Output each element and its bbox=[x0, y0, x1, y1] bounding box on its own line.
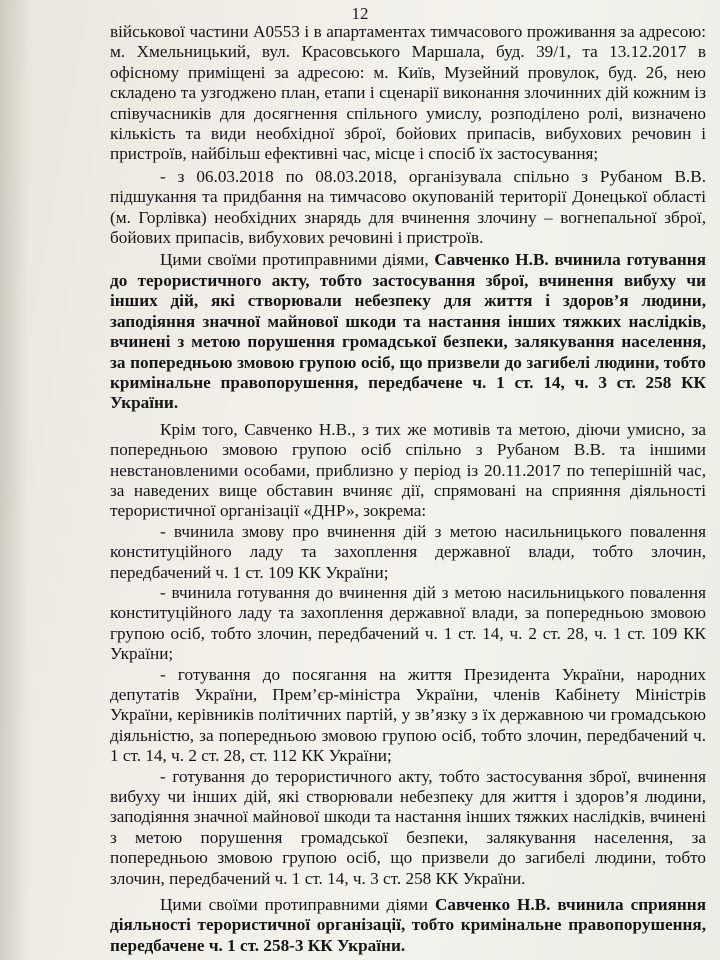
summary-bold: Савченко Н.В. вчинила сприяння діяльності терористичної організації, тобто кримінальне правопорушення, передбачене ч. 1 ст. 258-3 КК України. bbox=[110, 895, 706, 955]
paragraph-continuation: військової частини А0553 і в апартаментах тимчасового проживання за адресою: м. Хмельницький, вул. Красовського Маршала, буд. 39/1, та 13.12.2017 в офісному приміщені за адресою: м. Київ, Музейний провулок, буд. 2б, нею складено та узгоджено план, етапи і сценарії виконання злочинних дій кожним із співучасників для досягнення спільного умислу, розподілено ролі, визначено кількість та види необхідної зброї, бойових припасів, вибухових речовин і пристроїв, найбільш ефективні час, місце і спосіб їх застосування; bbox=[110, 22, 706, 164]
paragraph-summary-assistance bbox=[110, 895, 706, 956]
list-item-conspiracy: - вчинила змову про вчинення дій з метою насильницького повалення конституційного ладу та захоплення державної влади, тобто злочин, передбачений ч. 1 ст. 109 КК України; bbox=[110, 521, 706, 582]
list-item-preparation-overthrow: - вчинила готування до вчинення дій з метою насильницького повалення конституційного ладу та захоплення державної влади, за попередньою змовою групою осіб, тобто злочин, передбачений ч. 1 ст. 14, ч. 2 ст. 28, ч. 1 ст. 109 КК України; bbox=[110, 582, 706, 664]
document-body bbox=[110, 22, 706, 956]
summary-prefix: Цими своїми протиправними діями bbox=[160, 895, 435, 915]
summary-prefix: Цими своїми протиправними діями, bbox=[160, 250, 435, 270]
summary-bold: Савченко Н.В. вчинила готування до терористичного акту, тобто застосування зброї, вчинення вибуху чи інших дій, які створювали небезпеку для життя і здоров’я людини, заподіяння значної майнової шкоди та настання інших тяжких наслідків, вчинені з метою порушення громадської безпеки, залякування населення, за попередньою змовою групою осіб, що призвели до загибелі людини, тобто кримінальне правопорушення, передбачене ч. 1 ст. 14, ч. 3 ст. 258 КК України. bbox=[110, 250, 706, 413]
list-item-assassination-preparation: - готування до посягання на життя Президента України, народних депутатів України, Прем’єр-міністра України, членів Кабінету Міністрів України, керівників політичних партій, у зв’язку з їх державною чи громадською діяльністю, за попередньою змовою групою осіб, тобто злочин, передбачений ч. 1 ст. 14, ч. 2 ст. 28, ст. 112 КК України; bbox=[110, 664, 706, 766]
paragraph-summary-terrorist-act bbox=[110, 250, 706, 413]
page-edge-shadow bbox=[0, 0, 30, 960]
paragraph-intro-second: Крім того, Савченко Н.В., з тих же мотивів та метою, діючи умисно, за попередньою змовою групою осіб спільно з Рубаном В.В. та іншими невстановленими особами, приблизно у період із 20.11.2017 по теперішній час, за наведених вище обставин вчиняє дії, спрямовані на сприяння діяльності терористичної організації «ДНР», зокрема: bbox=[110, 419, 706, 521]
list-item-terrorist-act: - готування до терористичного акту, тобто застосування зброї, вчинення вибуху чи інших дій, які створювали небезпеку для життя і здоров’я людини, заподіяння значної майнової шкоди та настання інших тяжких наслідків, вчинені з метою порушення громадської безпеки, залякування населення, за попередньою змовою групою осіб, що призвели до загибелі людини, тобто злочин, передбачений ч. 1 ст. 14, ч. 3 ст. 258 КК України. bbox=[110, 766, 706, 888]
paragraph-item-dates: - з 06.03.2018 по 08.03.2018, організувала спільно з Рубаном В.В. підшукання та придбання на тимчасово окупованій території Донецької області (м. Горлівка) необхідних знарядь для вчинення злочину – вогнепальної зброї, бойових припасів, вибухових речовині і пристроїв. bbox=[110, 166, 706, 248]
page-number: 12 bbox=[351, 4, 369, 23]
